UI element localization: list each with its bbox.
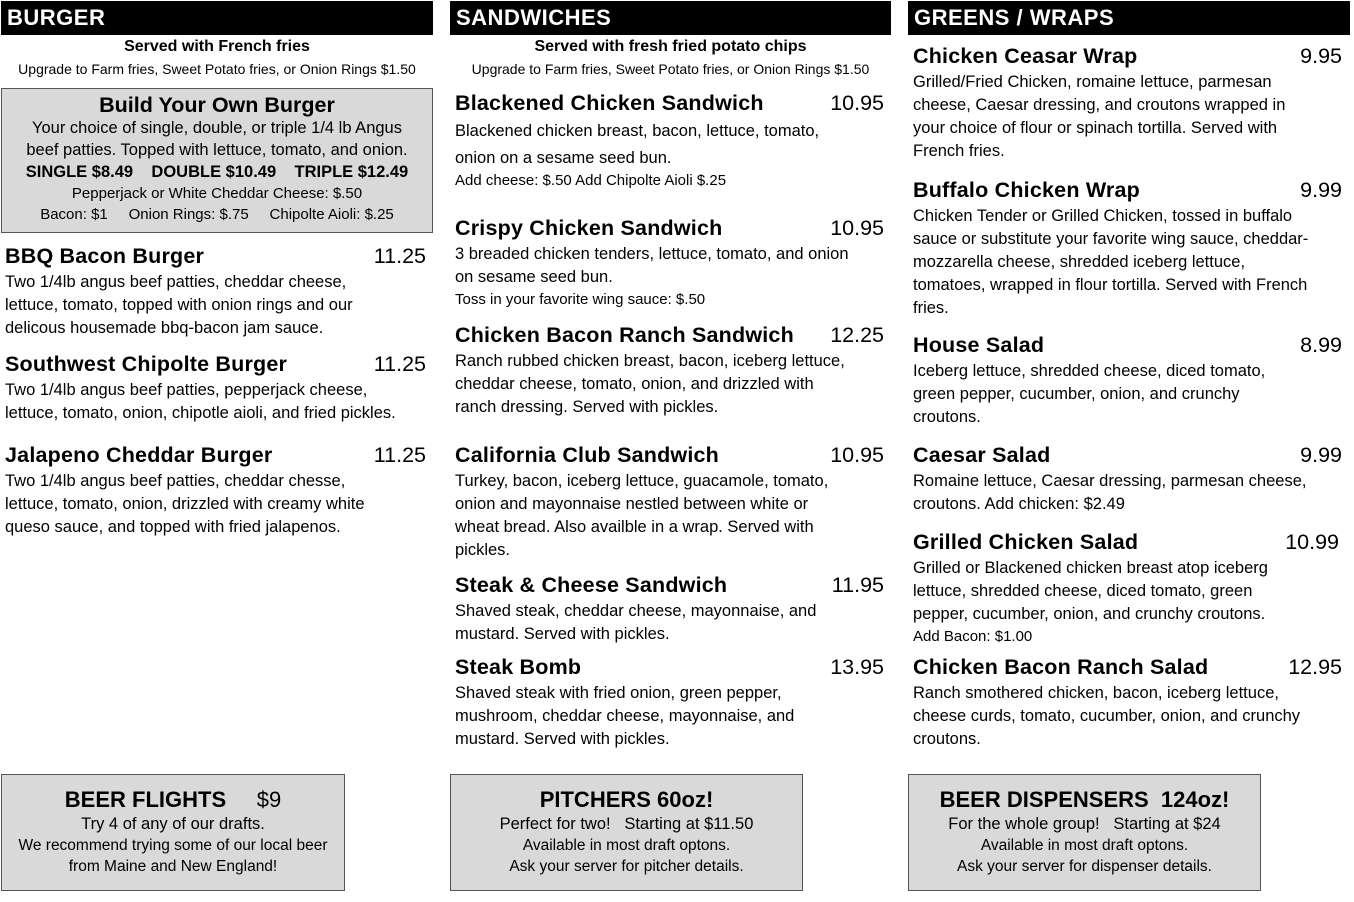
item-desc-line: delicous housemade bbq-bacon jam sauce. [5, 319, 324, 337]
item-price: 12.95 [1288, 655, 1342, 679]
pitchers-title: PITCHERS 60oz! [539, 787, 714, 812]
item-desc-line: lettuce, shredded cheese, diced tomato, green [913, 582, 1253, 600]
item-name: Chicken Bacon Ranch Salad [913, 655, 1209, 679]
item-desc-line: Ranch rubbed chicken breast, bacon, iceberg lettuce, [455, 352, 845, 370]
promo-line: Ask your server for dispenser details. [957, 858, 1212, 875]
item-desc-line: Turkey, bacon, iceberg lettuce, guacamole, tomato, [455, 472, 829, 490]
item-price: 9.95 [1300, 44, 1342, 68]
beer-flights-box [1, 774, 345, 891]
item-name: California Club Sandwich [455, 443, 720, 467]
item-desc-line: cheese, Caesar dressing, and croutons wrapped in [913, 96, 1286, 114]
item-description [913, 470, 1306, 493]
item-description [5, 470, 365, 539]
item-extra: Add Bacon: $1.00 [913, 628, 1033, 645]
promo-line: from Maine and New England! [68, 858, 278, 875]
item-description [913, 682, 1300, 751]
item-desc-line: onion and mayonnaise nestled between white or [455, 495, 809, 513]
burger-header: BURGER [1, 1, 433, 35]
menu-item [913, 333, 1342, 433]
item-desc-line: queso sauce, and topped with fried jalapenos. [5, 518, 341, 536]
byo-desc-line-1: Your choice of single, double, or triple 1/4 lb Angus [32, 119, 402, 137]
item-price: 10.95 [830, 91, 884, 115]
pitchers-box [450, 774, 803, 891]
item-desc-line: Iceberg lettuce, shredded cheese, diced tomato, [913, 362, 1266, 380]
item-price: 9.99 [1300, 443, 1342, 467]
item-name: Grilled Chicken Salad [913, 530, 1139, 554]
item-desc-line: ranch dressing. Served with pickles. [455, 398, 719, 416]
item-extra: croutons. Add chicken: $2.49 [913, 495, 1125, 513]
item-price: 9.99 [1300, 178, 1342, 202]
item-description [455, 600, 816, 646]
item-desc-line: Two 1/4lb angus beef patties, cheddar chesse, [5, 472, 346, 490]
item-name: Jalapeno Cheddar Burger [5, 443, 273, 467]
item-description [455, 118, 819, 172]
beer-dispensers-box [908, 774, 1261, 891]
item-desc-line: mustard. Served with pickles. [455, 730, 670, 748]
byo-double-price: DOUBLE $10.49 [151, 163, 277, 181]
item-desc-line: 3 breaded chicken tenders, lettuce, tomato, and onion [455, 245, 849, 263]
item-desc-line: Two 1/4lb angus beef patties, pepperjack cheese, [5, 381, 368, 399]
item-desc-line: croutons. [913, 408, 981, 426]
item-desc-line: Chicken Tender or Grilled Chicken, tossed in buffalo [913, 207, 1293, 225]
item-desc-line: French fries. [913, 142, 1005, 160]
menu-item [913, 530, 1342, 650]
item-price: 8.99 [1300, 333, 1342, 357]
burger-served-note: Served with French fries [124, 38, 310, 55]
item-description [5, 271, 353, 340]
item-description [455, 350, 845, 419]
byo-addons [2, 206, 432, 223]
byo-sizes [2, 163, 432, 182]
item-name: Buffalo Chicken Wrap [913, 178, 1140, 202]
byo-single-price: SINGLE $8.49 [25, 163, 134, 181]
menu-item [455, 216, 884, 311]
item-description [913, 71, 1285, 163]
item-price: 13.95 [830, 655, 884, 679]
item-desc-line: Ranch smothered chicken, bacon, iceberg lettuce, [913, 684, 1279, 702]
beer-flights-price: $9 [256, 787, 282, 812]
item-desc-line: mushroom, cheddar cheese, mayonnaise, and [455, 707, 795, 725]
menu-item [5, 244, 426, 344]
menu-item [455, 91, 884, 191]
item-desc-line: lettuce, tomato, topped with onion rings and our [5, 296, 353, 314]
item-desc-line: pepper, cucumber, onion, and crunchy croutons. [913, 605, 1266, 623]
menu-item [913, 178, 1342, 323]
menu-item [455, 443, 884, 565]
item-desc-line: Shaved steak with fried onion, green pepper, [455, 684, 782, 702]
menu-item [913, 443, 1342, 519]
byo-bacon-addon: Bacon: $1 [40, 206, 108, 223]
beer-flights-title: BEER FLIGHTS [64, 787, 227, 812]
byo-aioli-addon: Chipolte Aioli: $.25 [269, 206, 394, 223]
item-name: BBQ Bacon Burger [5, 244, 205, 268]
item-desc-line: tomatoes, wrapped in flour tortilla. Served with French [913, 276, 1308, 294]
item-extra: Add cheese: $.50 Add Chipolte Aioli $.25 [455, 172, 727, 189]
item-description [455, 682, 794, 751]
item-price: 11.25 [373, 244, 426, 268]
build-your-own-burger-box [1, 88, 433, 233]
item-desc-line: Romaine lettuce, Caesar dressing, parmesan cheese, [913, 472, 1307, 490]
item-price: 12.25 [830, 323, 884, 347]
item-desc-line: pickles. [455, 541, 511, 559]
item-desc-line: Grilled or Blackened chicken breast atop iceberg [913, 559, 1268, 577]
promo-line: Available in most draft optons. [522, 837, 731, 854]
item-price: 10.95 [830, 443, 884, 467]
item-desc-line: sauce or substitute your favorite wing sauce, cheddar- [913, 230, 1309, 248]
item-extra: Toss in your favorite wing sauce: $.50 [455, 291, 706, 308]
item-desc-line: mozzarella cheese, shredded iceberg lettuce, [913, 253, 1246, 271]
item-desc-line: Two 1/4lb angus beef patties, cheddar cheese, [5, 273, 347, 291]
promo-line: Try 4 of any of our drafts. [81, 815, 265, 833]
promo-line: For the whole group! Starting at $24 [948, 815, 1221, 833]
item-desc-line: wheat bread. Also availble in a wrap. Served with [455, 518, 814, 536]
byo-desc-line-2: beef patties. Topped with lettuce, tomato, and onion. [26, 141, 408, 159]
item-name: Southwest Chipolte Burger [5, 352, 288, 376]
menu-item [455, 573, 884, 649]
item-description [913, 205, 1308, 320]
menu-item [455, 323, 884, 423]
item-description [455, 243, 849, 289]
byo-title: Build Your Own Burger [99, 93, 335, 117]
item-name: Blackened Chicken Sandwich [455, 91, 764, 115]
item-desc-line: cheese curds, tomato, cucumber, onion, and crunchy [913, 707, 1301, 725]
item-desc-line: your choice of flour or spinach tortilla. Served with [913, 119, 1278, 137]
item-price: 11.25 [373, 443, 426, 467]
promo-line: Ask your server for pitcher details. [509, 858, 744, 875]
menu-item [913, 655, 1342, 755]
menu-item [5, 352, 426, 432]
item-price: 10.95 [830, 216, 884, 240]
item-description [913, 360, 1265, 429]
item-desc-line: croutons. [913, 730, 981, 748]
item-name: Steak & Cheese Sandwich [455, 573, 728, 597]
item-desc-line: Shaved steak, cheddar cheese, mayonnaise, and [455, 602, 817, 620]
item-desc-line: on sesame seed bun. [455, 268, 613, 286]
item-desc-line: onion on a sesame seed bun. [455, 149, 672, 167]
menu-item [913, 44, 1342, 166]
greens-wraps-header: GREENS / WRAPS [908, 1, 1350, 35]
item-price: 11.25 [373, 352, 426, 376]
sandwiches-header: SANDWICHES [450, 1, 891, 35]
item-desc-line: cheddar cheese, tomato, onion, and drizzled with [455, 375, 814, 393]
byo-cheese-addon: Pepperjack or White Cheddar Cheese: $.50 [71, 185, 363, 202]
byo-onion-addon: Onion Rings: $.75 [128, 206, 249, 223]
item-desc-line: Grilled/Fried Chicken, romaine lettuce, parmesan [913, 73, 1272, 91]
item-desc-line: fries. [913, 299, 949, 317]
item-name: House Salad [913, 333, 1045, 357]
item-price: 11.95 [831, 573, 884, 597]
item-name: Crispy Chicken Sandwich [455, 216, 723, 240]
byo-triple-price: TRIPLE $12.49 [294, 163, 409, 181]
item-desc-line: lettuce, tomato, onion, chipotle aioli, and fried pickles. [5, 404, 396, 422]
promo-line: Perfect for two! Starting at $11.50 [499, 815, 754, 833]
item-name: Chicken Bacon Ranch Sandwich [455, 323, 794, 347]
item-price: 10.99 [1285, 530, 1339, 554]
menu-item [455, 655, 884, 755]
item-desc-line: green pepper, cucumber, onion, and crunchy [913, 385, 1240, 403]
sandwiches-upgrade-note: Upgrade to Farm fries, Sweet Potato fries, or Onion Rings $1.50 [471, 61, 870, 77]
beer-flights-title-row [2, 787, 344, 813]
item-name: Caesar Salad [913, 443, 1051, 467]
sandwiches-served-note: Served with fresh fried potato chips [534, 38, 807, 55]
item-desc-line: Blackened chicken breast, bacon, lettuce, tomato, [455, 122, 820, 140]
item-description [913, 557, 1268, 626]
dispensers-title: BEER DISPENSERS 124oz! [939, 787, 1230, 812]
promo-line: Available in most draft optons. [980, 837, 1189, 854]
item-description [455, 470, 828, 562]
item-name: Chicken Ceasar Wrap [913, 44, 1138, 68]
item-desc-line: lettuce, tomato, onion, drizzled with creamy white [5, 495, 365, 513]
item-desc-line: mustard. Served with pickles. [455, 625, 670, 643]
item-description [5, 379, 396, 425]
item-name: Steak Bomb [455, 655, 582, 679]
burger-upgrade-note: Upgrade to Farm fries, Sweet Potato fries, or Onion Rings $1.50 [18, 61, 416, 77]
menu-item [5, 443, 426, 543]
promo-line: We recommend trying some of our local beer [18, 837, 328, 854]
